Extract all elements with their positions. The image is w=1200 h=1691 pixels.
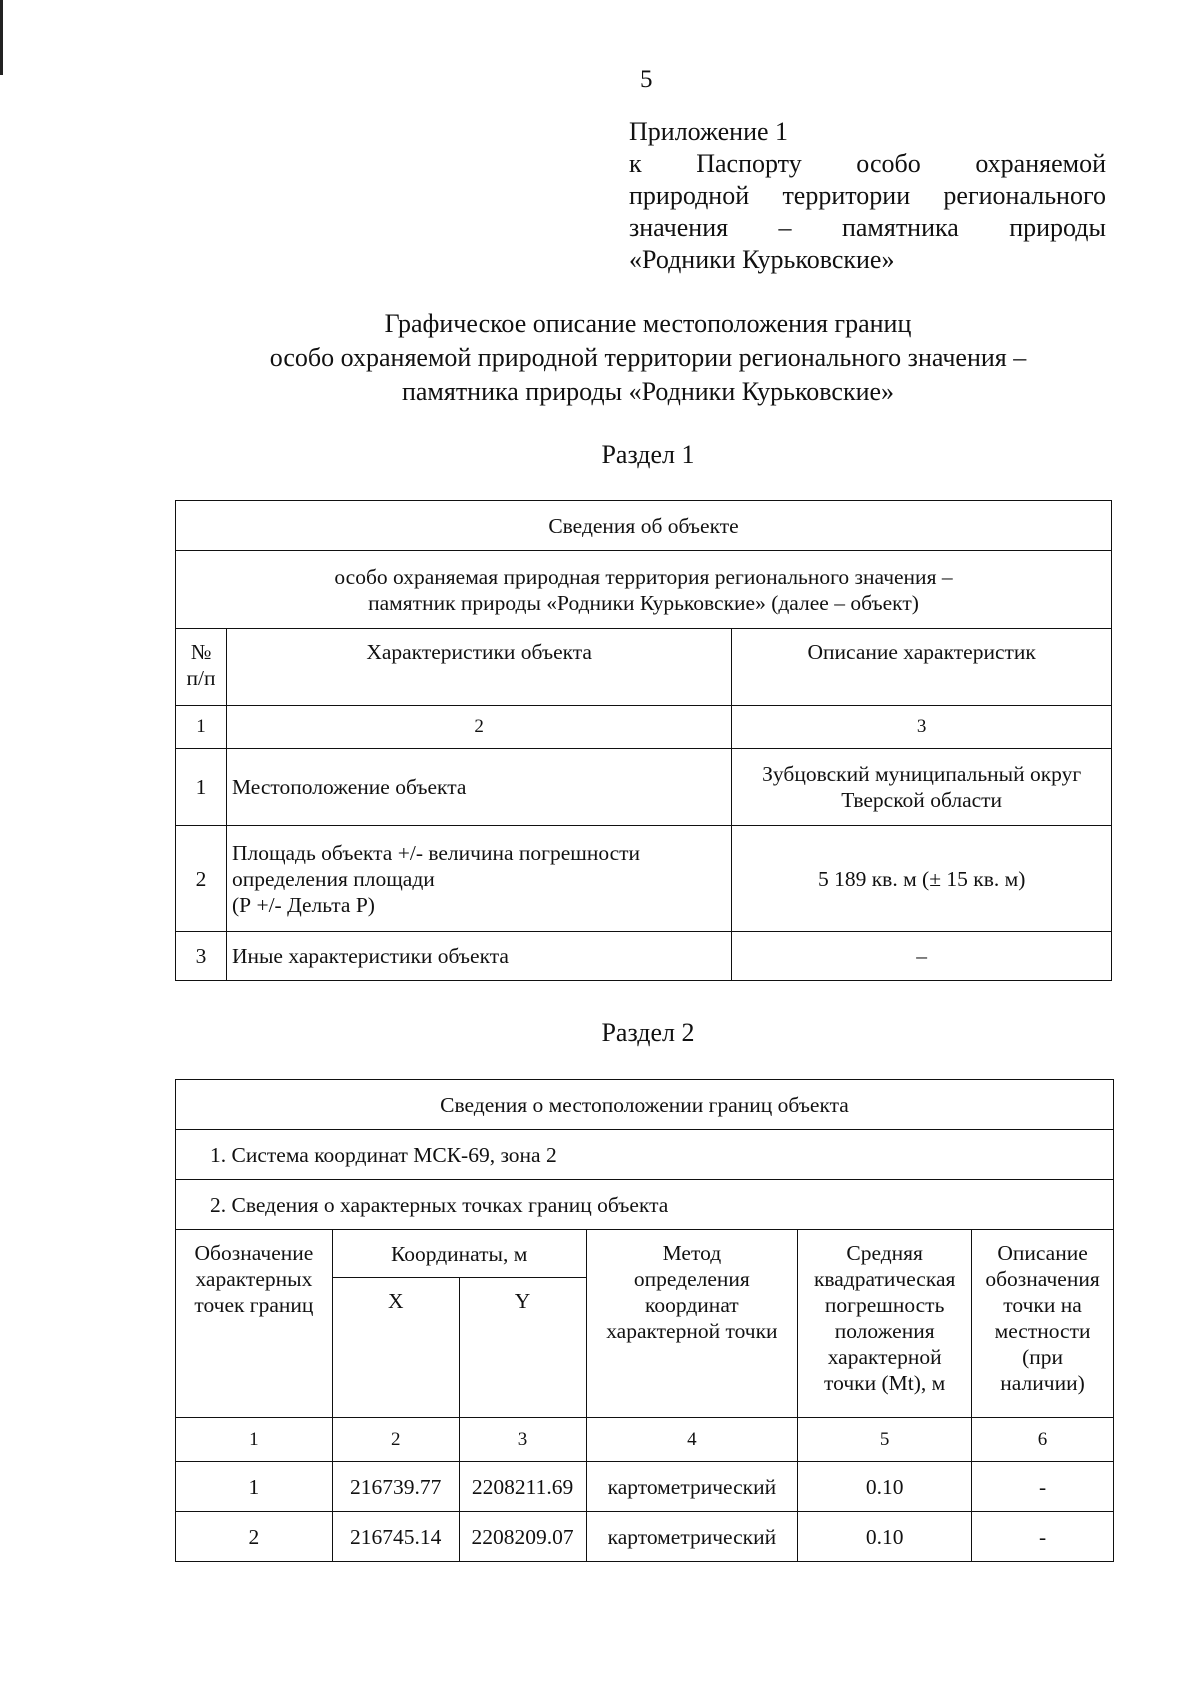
appendix-line: значения – памятника природы <box>629 213 1106 242</box>
appendix-header <box>629 116 1106 276</box>
row-description: 5 189 кв. м (± 15 кв. м) <box>732 826 1112 932</box>
subheader-line: особо охраняемая природная территория регионального значения – <box>334 564 953 589</box>
description-line: Зубцовский муниципальный округ <box>762 762 1082 786</box>
column-index: 3 <box>732 706 1112 749</box>
points-info-header: 2. Сведения о характерных точках границ объекта <box>176 1180 1114 1230</box>
column-index: 2 <box>226 706 731 749</box>
table-row <box>176 749 1112 826</box>
row-description: – <box>732 932 1112 981</box>
column-header-location <box>972 1230 1114 1418</box>
coordinate-y: 2208209.07 <box>459 1512 586 1562</box>
coordinate-x: 216745.14 <box>332 1512 459 1562</box>
header-line: положения <box>834 1319 935 1343</box>
column-index: 3 <box>459 1418 586 1462</box>
header-line: характерной точки <box>606 1319 778 1343</box>
point-designation: 2 <box>176 1512 333 1562</box>
table-subheader <box>176 551 1112 629</box>
column-header-method <box>586 1230 798 1418</box>
header-line: обозначения <box>985 1267 1100 1291</box>
table-header: Сведения об объекте <box>176 501 1112 551</box>
coordinate-system: 1. Система координат МСК-69, зона 2 <box>176 1130 1114 1180</box>
document-title <box>0 307 1200 409</box>
header-line: точки (Mt), м <box>824 1371 946 1395</box>
header-line: определения <box>633 1267 750 1291</box>
header-line: характерной <box>827 1345 942 1369</box>
header-line: координат <box>645 1293 739 1317</box>
table-row <box>176 826 1112 932</box>
header-line: точки на <box>1003 1293 1082 1317</box>
appendix-line: Приложение 1 <box>629 117 789 146</box>
title-line: Графическое описание местоположения границ <box>384 309 912 338</box>
column-header-y: Y <box>459 1278 586 1418</box>
description-line: Тверской области <box>841 788 1003 812</box>
column-index: 1 <box>176 1418 333 1462</box>
characteristic-line: определения площади <box>231 866 435 891</box>
header-line: местности <box>994 1319 1091 1343</box>
coordinate-y: 2208211.69 <box>459 1462 586 1512</box>
header-line: Обозначение <box>194 1241 314 1265</box>
location-description: - <box>972 1462 1114 1512</box>
row-number: 1 <box>176 749 227 826</box>
column-index: 1 <box>176 706 227 749</box>
row-characteristic: Иные характеристики объекта <box>226 932 731 981</box>
column-header-coordinates: Координаты, м <box>332 1230 586 1278</box>
row-description <box>732 749 1112 826</box>
appendix-line: «Родники Курьковские» <box>629 245 895 274</box>
section2-heading: Раздел 2 <box>601 1018 695 1047</box>
column-header-description: Описание характеристик <box>732 629 1112 706</box>
row-number: 3 <box>176 932 227 981</box>
point-designation: 1 <box>176 1462 333 1512</box>
header-line: наличии) <box>1000 1371 1085 1395</box>
method: картометрический <box>586 1512 798 1562</box>
column-header-designation <box>176 1230 333 1418</box>
error-value: 0.10 <box>798 1512 972 1562</box>
table-row <box>176 932 1112 981</box>
method: картометрический <box>586 1462 798 1512</box>
header-line: (при <box>1022 1345 1063 1369</box>
row-number: 2 <box>176 826 227 932</box>
object-info-table <box>175 500 1112 981</box>
row-characteristic <box>226 826 731 932</box>
column-header-number <box>176 629 227 706</box>
title-line: особо охраняемой природной территории регионального значения – <box>269 343 1027 372</box>
column-index: 6 <box>972 1418 1114 1462</box>
column-index: 4 <box>586 1418 798 1462</box>
header-line: Средняя <box>846 1241 923 1265</box>
table-row <box>176 1462 1114 1512</box>
header-line: Описание <box>997 1241 1088 1265</box>
column-header-characteristic: Характеристики объекта <box>226 629 731 706</box>
title-line: памятника природы «Родники Курьковские» <box>401 377 895 406</box>
appendix-line: к Паспорту особо охраняемой <box>629 149 1106 178</box>
page-number: 5 <box>640 66 653 93</box>
location-description: - <box>972 1512 1114 1562</box>
header-line: № <box>190 640 212 664</box>
header-line: квадратическая <box>813 1267 956 1291</box>
appendix-line: природной территории регионального <box>629 181 1106 210</box>
column-index: 2 <box>332 1418 459 1462</box>
coordinate-x: 216739.77 <box>332 1462 459 1512</box>
column-header-error <box>798 1230 972 1418</box>
header-line: п/п <box>186 666 216 690</box>
row-characteristic: Местоположение объекта <box>226 749 731 826</box>
header-line: Метод <box>662 1241 722 1265</box>
boundary-points-table <box>175 1079 1114 1562</box>
column-index: 5 <box>798 1418 972 1462</box>
error-value: 0.10 <box>798 1462 972 1512</box>
characteristic-line: (Р +/- Дельта Р) <box>231 892 375 917</box>
characteristic-line: Площадь объекта +/- величина погрешности <box>231 840 641 865</box>
column-header-x: X <box>332 1278 459 1418</box>
scan-edge-mark <box>0 0 3 75</box>
header-line: точек границ <box>194 1293 314 1317</box>
header-line: погрешность <box>824 1293 945 1317</box>
subheader-line: памятник природы «Родники Курьковские» (далее – объект) <box>368 590 919 615</box>
table-row <box>176 1512 1114 1562</box>
header-line: характерных <box>195 1267 313 1291</box>
table-header: Сведения о местоположении границ объекта <box>176 1080 1114 1130</box>
section1-heading: Раздел 1 <box>601 440 695 469</box>
